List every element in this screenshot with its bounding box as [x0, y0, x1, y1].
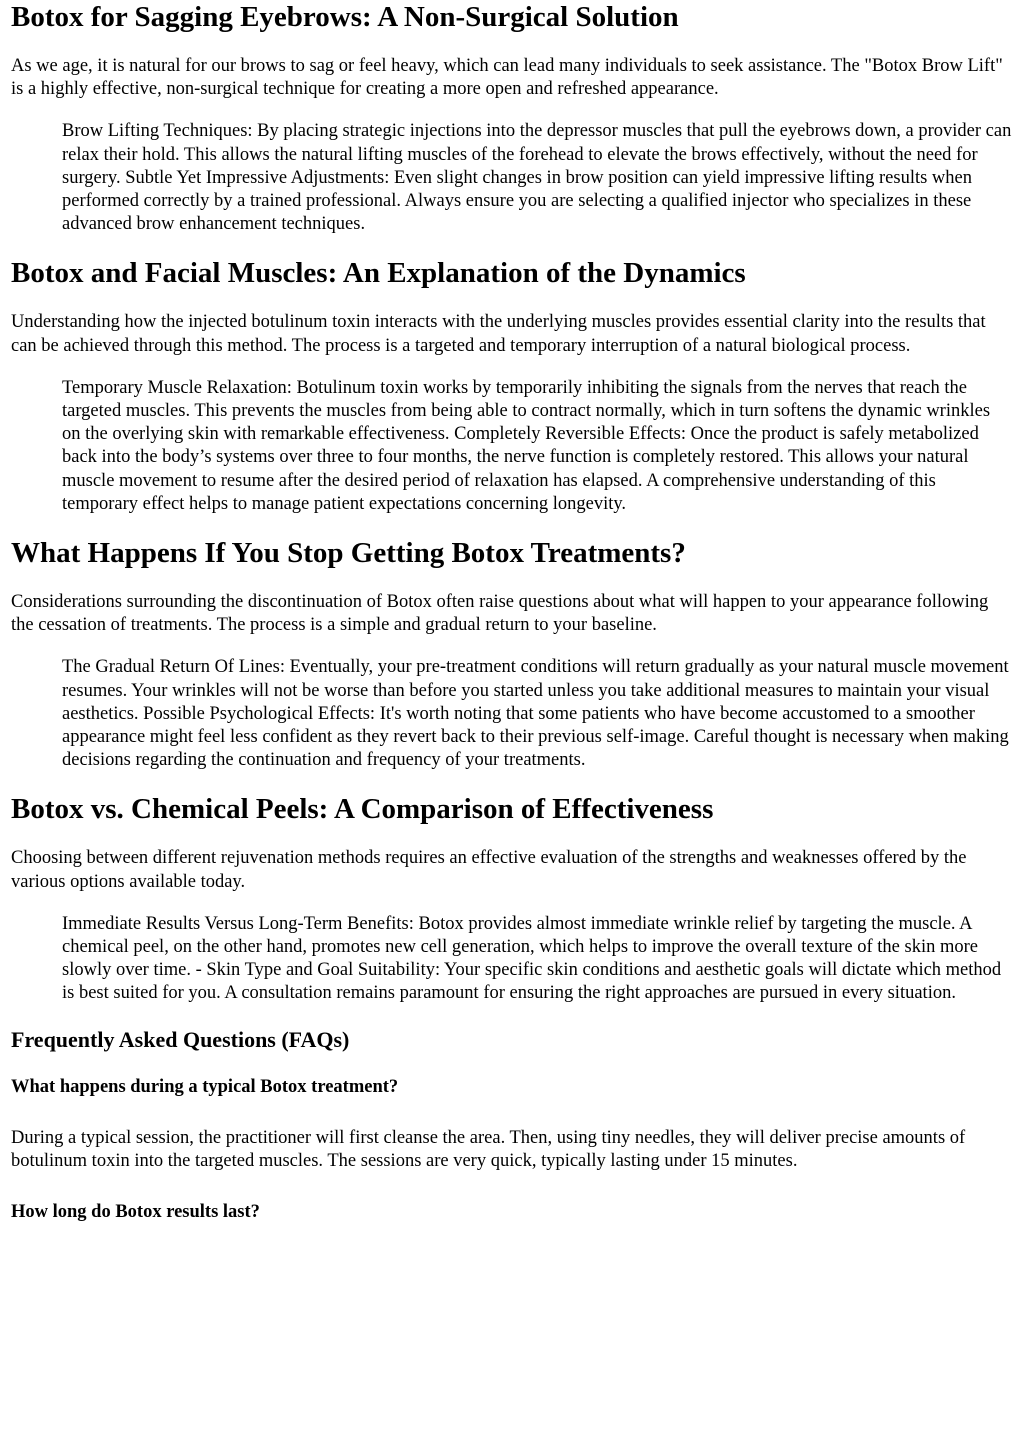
section-heading: Botox and Facial Muscles: An Explanation of the Dynamics: [11, 257, 746, 290]
section-intro: As we age, it is natural for our brows to sag or feel heavy, which can lead many individuals to seek assistance. The "Botox Brow Lift" is a highly effective, non-surgical technique for creating a more open and refreshed appearance.: [11, 56, 1003, 100]
section-chemical-peels: [11, 792, 1013, 1005]
section-heading: Botox vs. Chemical Peels: A Comparison of Effectiveness: [11, 793, 714, 826]
section-heading: What Happens If You Stop Getting Botox Treatments?: [11, 537, 686, 570]
faq-heading: Frequently Asked Questions (FAQs): [11, 1026, 350, 1052]
section-facial-muscles: [11, 256, 1013, 516]
faq-section: [11, 1026, 1013, 1224]
section-heading: Botox for Sagging Eyebrows: A Non-Surgical Solution: [11, 1, 679, 33]
section-quote: Temporary Muscle Relaxation: Botulinum toxin works by temporarily inhibiting the signals from the nerves that reach the targeted muscles. This prevents the muscles from being able to contract normally, which in turn softens the dynamic wrinkles on the overlying skin with remarkable effectiveness. Completely Reversible Effects: Once the product is safely metabolized back into the body’s systems over three to four months, the nerve function is completely restored. This allows your natural muscle movement to resume after the desired period of relaxation has elapsed. A comprehensive understanding of this temporary effect helps to manage patient expectations concerning longevity.: [62, 377, 991, 514]
section-quote: Immediate Results Versus Long-Term Benefits: Botox provides almost immediate wrinkle relief by targeting the muscle. A chemical peel, on the other hand, promotes new cell generation, which helps to improve the overall texture of the skin more slowly over time. - Skin Type and Goal Suitability: Your specific skin conditions and aesthetic goals will dictate which method is best suited for you. A consultation remains paramount for ensuring the right approaches are pursued in every situation.: [62, 913, 1002, 1004]
faq-question: What happens during a typical Botox treatment?: [11, 1076, 399, 1097]
section-stop-treatments: [11, 536, 1013, 772]
section-intro: Considerations surrounding the discontinuation of Botox often raise questions about what will happen to your appearance following the cessation of treatments. The process is a simple and gradual return to your baseline.: [11, 592, 989, 636]
section-quote: Brow Lifting Techniques: By placing strategic injections into the depressor muscles that pull the eyebrows down, a provider can relax their hold. This allows the natural lifting muscles of the forehead to elevate the brows effectively, without the need for surgery. Subtle Yet Impressive Adjustments: Even slight changes in brow position can yield impressive lifting results when performed correctly by a trained professional. Always ensure you are selecting a qualified injector who specializes in these advanced brow enhancement techniques.: [62, 121, 1012, 235]
section-intro: Understanding how the injected botulinum toxin interacts with the underlying muscles provides essential clarity into the results that can be achieved through this method. The process is a targeted and temporary interruption of a natural biological process.: [11, 312, 986, 356]
section-sagging-eyebrows: [11, 0, 1013, 236]
faq-question: How long do Botox results last?: [11, 1202, 260, 1223]
section-quote: The Gradual Return Of Lines: Eventually, your pre-treatment conditions will return gradually as your natural muscle movement resumes. Your wrinkles will not be worse than before you started unless you take additional measures to maintain your visual aesthetics. Possible Psychological Effects: It's worth noting that some patients who have become accustomed to a smoother appearance might feel less confident as they revert back to their previous self-image. Careful thought is necessary when making decisions regarding the continuation and frequency of your treatments.: [62, 657, 1009, 771]
faq-answer: During a typical session, the practitioner will first cleanse the area. Then, using tiny needles, they will deliver precise amounts of botulinum toxin into the targeted muscles. The sessions are very quick, typically lasting under 15 minutes.: [11, 1127, 966, 1171]
section-intro: Choosing between different rejuvenation methods requires an effective evaluation of the strengths and weaknesses offered by the various options available today.: [11, 848, 967, 892]
